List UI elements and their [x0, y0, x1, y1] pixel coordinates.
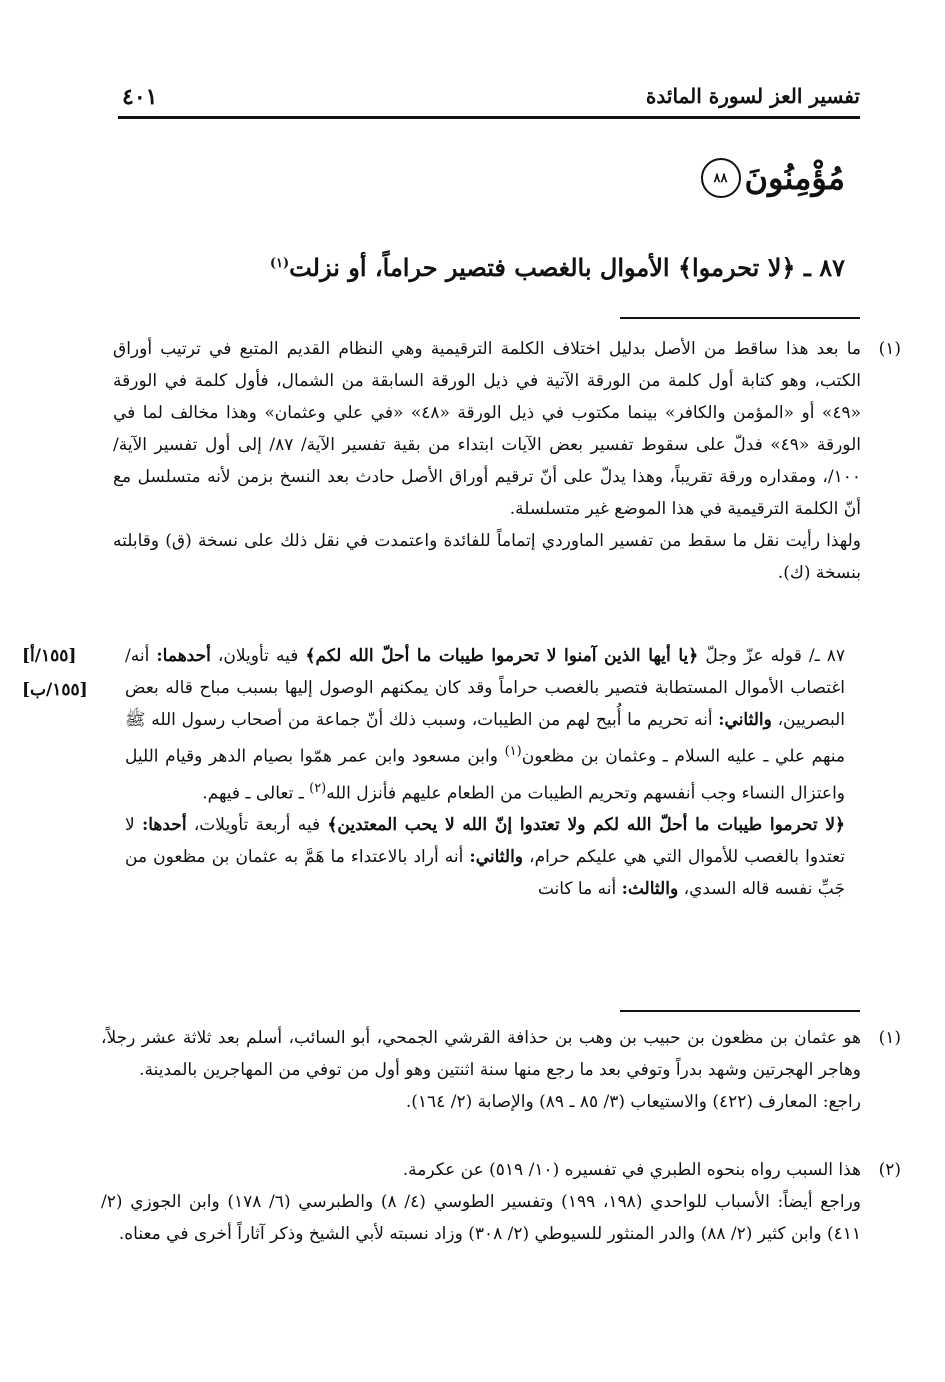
commentary-text-3: أنه تحريم ما أُبيح لهم من الطيبات، وسبب ذلك أنّ جماعة من أصحاب رسول الله ﷺ منهم علي ـ عليه السلام ـ وعثمان بن مظعون: [125, 710, 846, 767]
commentary-text-1: فيه تأويلان،: [217, 646, 299, 666]
footnote-main-paragraph-1: ما بعد هذا ساقط من الأصل بدليل اختلاف الكلمة الترقيمية وهي النظام القديم المتبع في ترتيب أوراق الكتب، وهو كتابة أول كلمة من الورقة الآتية في ذيل الورقة السابقة من الشمال، فأول كلمة في الورقة «٤٩» أو «المؤمن والكافر» بينما مكتوب في ذيل الورقة «٤٨» «في علي وعثمان» وهذا مخالف لما في الورقة «٤٩» فدلّ على سقوط تفسير بعض الآيات ابتداء من بقية تفسير الآية/ ٨٧/ إلى أول تفسير الآية/ ١٠٠/، ومقداره ورقة تقريباً، وهذا يدلّ على أنّ ترقيم أوراق الأصل حادث بعد النسخ بزمن لأنه متسلسل مع أنّ الكلمة الترقيمية في هذا الموضع غير متسلسلة.: [113, 339, 861, 519]
verse-line: [115, 240, 845, 292]
label-first: أحدهما:: [156, 646, 211, 666]
commentary-text-2: أنه/ اغتصاب الأموال المستطابة فتصير بالغصب حراماً وقد كان يمكنهم الوصول إليها بسبب مباح قاله بعض البصريين،: [125, 646, 846, 730]
footnote-separator-top: [620, 317, 860, 319]
footnote-bottom-2-line-2: وراجع أيضاً: الأسباب للواحدي (١٩٨، ١٩٩) وتفسير الطوسي (٤/ ٨) والطبرسي (٦/ ١٧٨) وابن الجوزي (٢/ ٤١١) وابن كثير (٢/ ٨٨) والدر المنثور للسيوطي (٢/ ٣٠٨) وزاد نسبته لأبي الشيخ وذكر آثاراً أخرى في معناه.: [101, 1192, 861, 1244]
commentary-start: ٨٧ ـ/ قوله عزّ وجلّ: [705, 646, 846, 666]
commentary-text-6: فيه أربعة تأويلات،: [193, 815, 321, 836]
label-third: والثالث:: [621, 879, 679, 900]
margin-folio-ref-a: [١٥٥/أ]: [22, 646, 77, 666]
verse-number: ٨٧ ـ: [803, 253, 845, 282]
footnote-main-paragraph-2: ولهذا رأيت نقل ما سقط من تفسير الماوردي إتماماً للفائدة واعتمدت في نقل ذلك على نسخة (ق) وقابلته بنسخة (ك).: [113, 531, 861, 583]
footnote-bottom-1: [101, 1022, 901, 1118]
catchword-text: مُؤْمِنُونَ: [744, 159, 845, 197]
footnote-ref-1: (١): [504, 744, 522, 759]
commentary-paragraph-1: [125, 640, 845, 809]
verse-quote: ﴿لا تحرموا﴾: [677, 253, 796, 282]
commentary-text: [125, 640, 845, 905]
label-second-2: والثاني:: [469, 847, 524, 868]
footnote-bottom-2-line-1: هذا السبب رواه بنحوه الطبري في تفسيره (١٠/ ٥١٩) عن عكرمة.: [402, 1160, 861, 1180]
commentary-text-5: ـ تعالى ـ فيهم.: [202, 783, 304, 804]
commentary-text-8: أنه أراد بالاعتداء ما هَمَّ به عثمان بن مظعون من جَبِّ نفسه قاله السدي،: [125, 847, 845, 900]
footnote-separator-bottom: [620, 1010, 860, 1012]
footnote-bottom-2-number: (٢): [878, 1160, 901, 1180]
catchword: [701, 158, 846, 198]
verse-footnote-ref: (١): [269, 256, 290, 271]
ayah-number-mark: ٨٨: [701, 158, 741, 198]
footnote-bottom-1-line-2: راجع: المعارف (٤٢٢) والاستيعاب (٣/ ٨٥ ـ ٨٩) والإصابة (٢/ ١٦٤).: [405, 1092, 861, 1112]
commentary-paragraph-2: [125, 809, 845, 905]
page-header: [118, 84, 860, 119]
commentary-text-9: أنه ما كانت: [537, 879, 617, 900]
quran-quote-2: ﴿لا تحرموا طيبات ما أحلّ الله لكم ولا تعتدوا إنّ الله لا يحب المعتدين﴾: [327, 815, 846, 836]
footnote-bottom-2: [101, 1154, 901, 1250]
footnote-bottom-1-number: (١): [878, 1028, 901, 1048]
label-second: والثاني:: [718, 710, 772, 730]
footnote-main-number: (١): [878, 339, 901, 359]
label-first-2: أحدها:: [141, 815, 187, 836]
quran-quote-1: ﴿يا أيها الذين آمنوا لا تحرموا طيبات ما أحلّ الله لكم﴾: [305, 646, 699, 666]
running-title: تفسير العز لسورة المائدة: [645, 84, 860, 108]
commentary-text-7: لا تعتدوا بالغصب للأموال التي هي عليكم حرام،: [125, 815, 846, 868]
footnote-ref-2: (٢): [309, 780, 327, 796]
page-number: ٤٠١: [122, 84, 158, 110]
verse-text: الأموال بالغصب فتصير حراماً، أو نزلت: [289, 253, 670, 282]
commentary-text-4: وابن مسعود وابن عمر همّوا بصيام الدهر وقيام الليل واعتزال النساء وجب أنفسهم وتحريم الطيبات من الطعام عليهم فأنزل الله: [125, 746, 845, 804]
footnote-main: [113, 333, 901, 589]
footnote-bottom-1-line-1: هو عثمان بن مظعون بن حبيب بن وهب بن حذافة القرشي الجمحي، أبو السائب، أسلم بعد ثلاثة عشر رجلاً، وهاجر الهجرتين وشهد بدراً وتوفي بعد ما رجع منها سنة اثنتين وهو أول من توفي من المهاجرين بالمدينة.: [101, 1028, 861, 1080]
margin-folio-ref-b: [١٥٥/ب]: [22, 680, 88, 700]
